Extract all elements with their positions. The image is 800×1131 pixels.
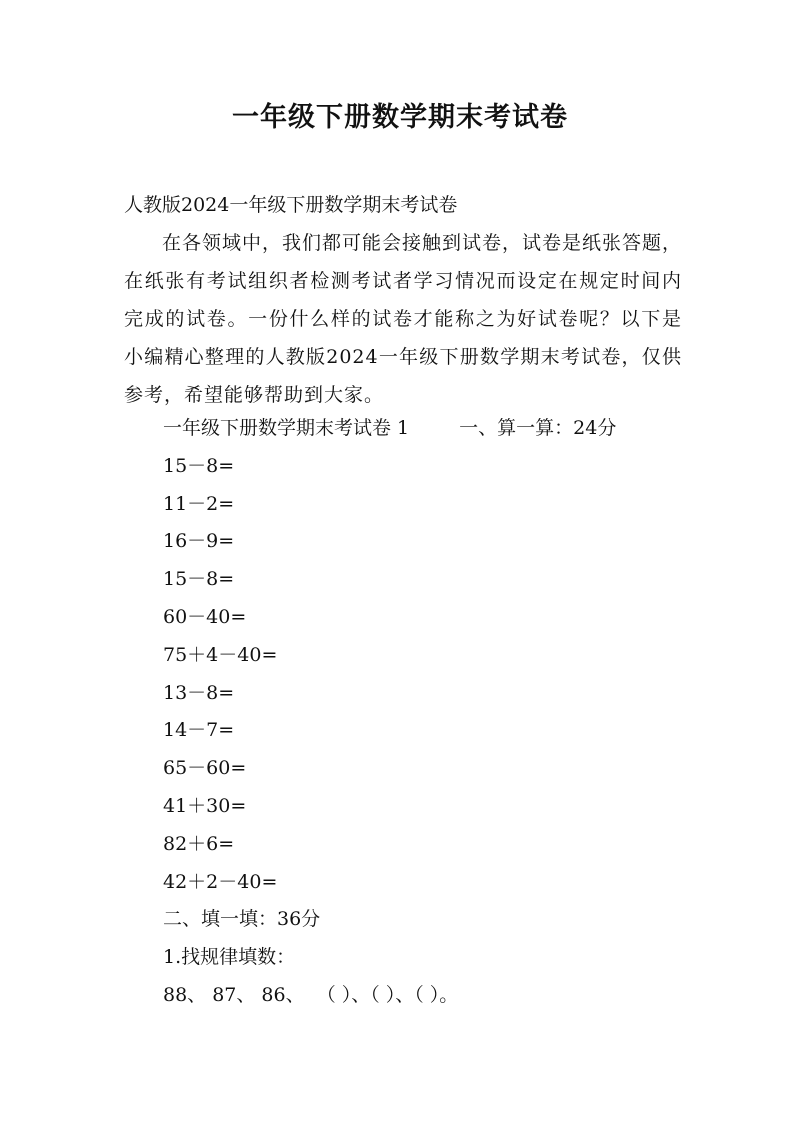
question-1: 1.找规律填数： [163, 946, 296, 969]
section-heading-line [163, 410, 703, 448]
exam-content [163, 410, 703, 1015]
problem-item: 15－8= [163, 454, 235, 477]
problem-item: 60－40= [163, 605, 247, 628]
problem-item: 75＋4－40= [163, 643, 278, 666]
intro-paragraph: 在各领域中，我们都可能会接触到试卷，试卷是纸张答题，在纸张有考试组织者检测考试者学习情况而设定在规定时间内完成的试卷。一份什么样的试卷才能称之为好试卷呢？以下是小编精心整理的人教版2024一年级下册数学期末考试卷，仅供参考，希望能够帮助到大家。 [124, 232, 683, 406]
problem-item: 14－7= [163, 719, 235, 742]
problem-item: 13－8= [163, 681, 235, 704]
problem-item: 15－8= [163, 568, 235, 591]
problem-list [163, 448, 703, 902]
problem-item: 11－2= [163, 492, 235, 515]
problem-item: 82＋6= [163, 832, 235, 855]
problem-item: 65－60= [163, 757, 247, 780]
problem-item: 41＋30= [163, 794, 247, 817]
part2-heading: 二、填一填：36分 [163, 908, 321, 931]
section-heading: 一年级下册数学期末考试卷 1 [163, 417, 410, 439]
document-subtitle: 人教版2024一年级下册数学期末考试卷 [124, 194, 458, 216]
document-title: 一年级下册数学期末考试卷 [232, 102, 568, 133]
sequence-question: 88、 87、 86、 （ ）、（ ）、（ ）。 [163, 983, 459, 1006]
part1-heading: 一、算一算：24分 [459, 417, 617, 439]
problem-item: 42＋2－40= [163, 870, 278, 893]
problem-item: 16－9= [163, 530, 235, 553]
